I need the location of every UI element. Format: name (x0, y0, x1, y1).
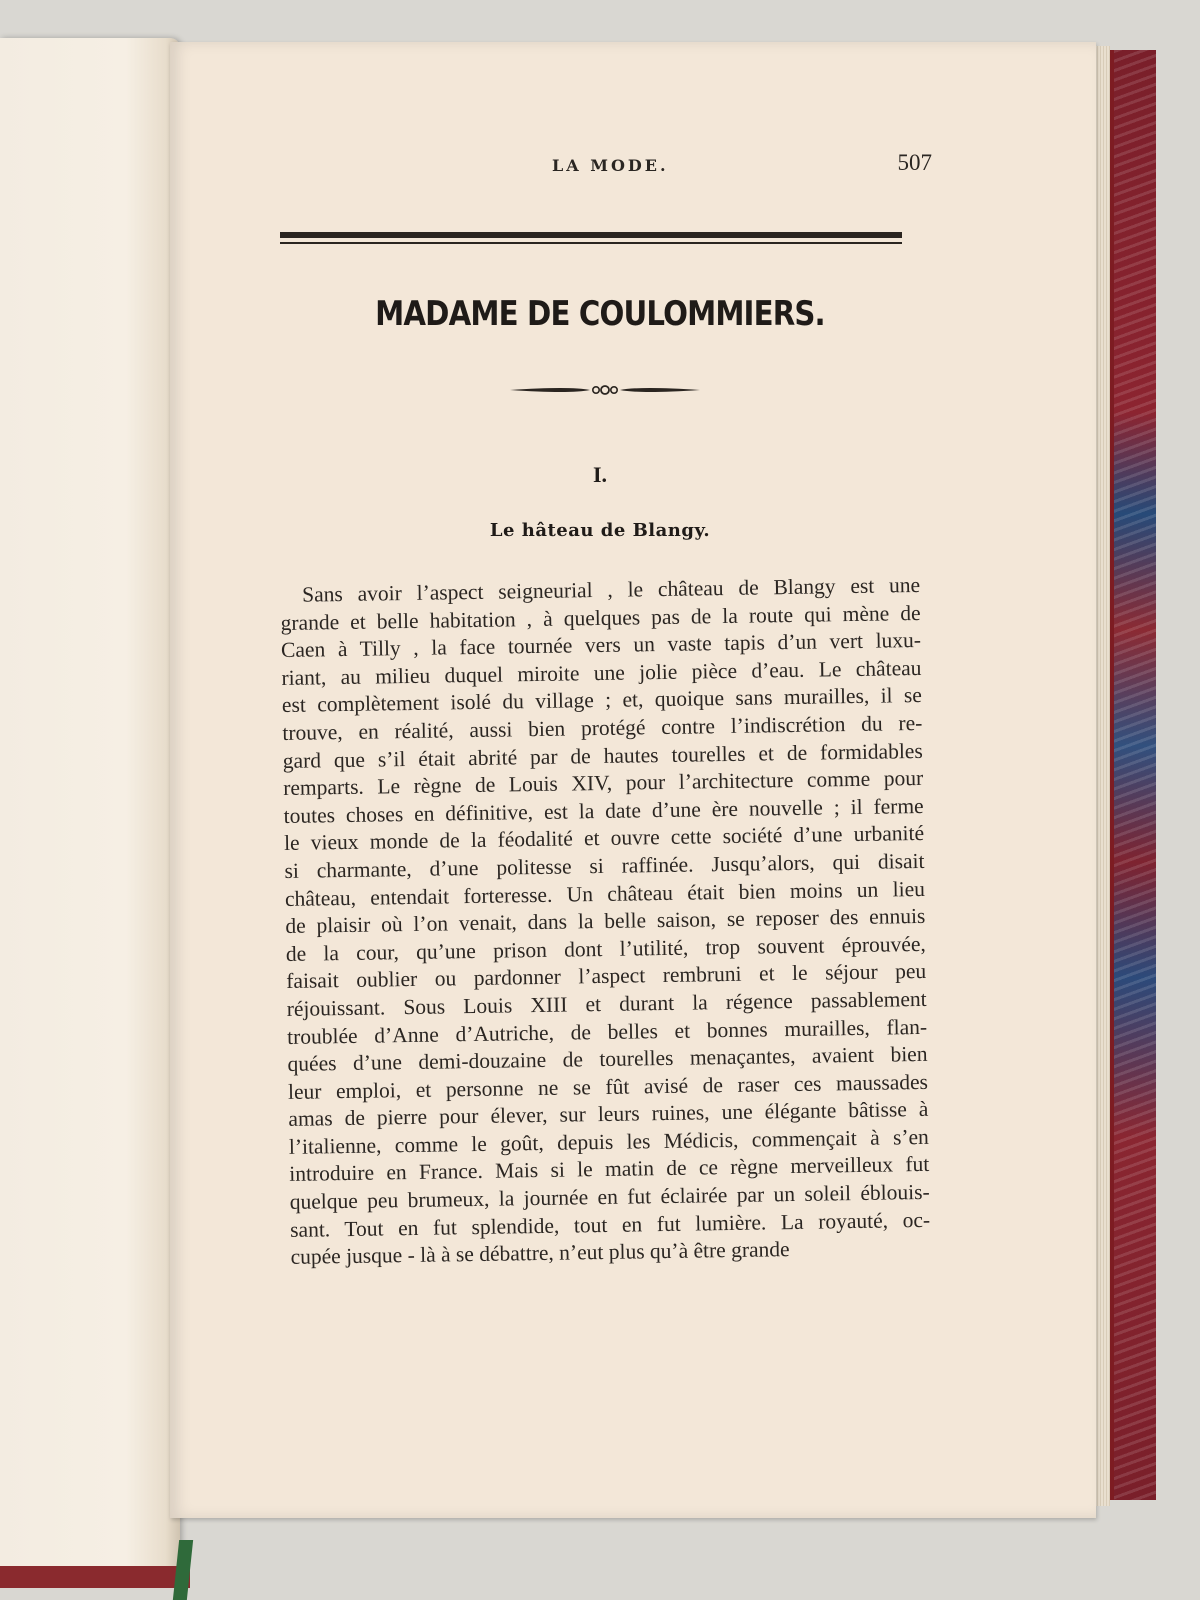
body-text (280, 572, 931, 1272)
journal-title: LA MODE. (552, 156, 669, 175)
text-line: riant, au milieu duquel miroite une jolie pièce d’eau. Le château (281, 655, 922, 690)
text-line: cupée jusque - là à se débattre, n’eut plus qu’à être grande (290, 1237, 790, 1270)
marbled-cover (1108, 50, 1156, 1500)
cover-edge-bottom (0, 1566, 190, 1588)
page-number: 507 (897, 150, 932, 175)
text-line: troublée d’Anne d’Autriche, de belles et bonnes murailles, flan- (286, 1014, 928, 1049)
text-line: Sans avoir l’aspect seigneurial , le château de Blangy est une (302, 572, 921, 607)
text-line: si charmante, d’une politesse si raffinée. Jusqu’alors, qui disait (284, 848, 925, 883)
text-line: quelque peu brumeux, la journée en fut éclairée par un soleil éblouis- (289, 1179, 930, 1214)
text-line: quées d’une demi-douzaine de tourelles menaçantes, avaient bien (287, 1041, 928, 1077)
article-title: MADAME DE COULOMMIERS. (375, 294, 825, 334)
text-line: toutes choses en définitive, est la date d’une ère nouvelle ; il ferme (283, 793, 924, 828)
chapter-title: Le hâteau de Blangy. (489, 520, 711, 541)
text-line: sant. Tout en fut splendide, tout en fut lumière. La royauté, oc- (289, 1207, 931, 1242)
header-rule-thin (280, 242, 902, 244)
text-line: grande et belle habitation , à quelques pas de la route qui mène de (280, 600, 921, 635)
text-line: l’italienne, comme le goût, depuis les Médicis, commençait à s’en (288, 1124, 929, 1159)
ornament-divider-icon (510, 380, 700, 400)
text-line: gard que s’il était abrité par de hautes tourelles et de formidables (282, 738, 923, 773)
facing-page-left (0, 38, 180, 1578)
text-line: remparts. Le règne de Louis XIV, pour l’architecture comme pour (283, 766, 924, 801)
text-line: de la cour, qu’une prison dont l’utilité, trop souvent éprouvée, (285, 931, 926, 966)
book-page (170, 42, 1096, 1518)
text-line: amas de pierre pour élever, sur leurs ruines, une élégante bâtisse à (288, 1097, 929, 1132)
text-line: est complètement isolé du village ; et, quoique sans murailles, il se (281, 683, 923, 718)
chapter-number: I. (592, 462, 608, 487)
text-line: le vieux monde de la féodalité et ouvre cette société d’une urbanité (283, 821, 925, 856)
text-line: introduire en France. Mais si le matin de ce règne merveilleux fut (289, 1152, 930, 1187)
text-line: château, entendait forteresse. Un château était bien moins un lieu (284, 876, 926, 911)
text-line: réjouissant. Sous Louis XIII et durant la régence passablement (286, 986, 927, 1021)
text-line: faisait oublier ou pardonner l’aspect rembruni et le séjour peu (286, 959, 927, 994)
text-line: trouve, en réalité, aussi bien protégé contre l’indiscrétion du re- (282, 710, 923, 745)
header-rule-thick (280, 232, 902, 238)
running-head (282, 150, 932, 184)
text-line: Caen à Tilly , la face tournée vers un vaste tapis d’un vert luxu- (280, 628, 922, 663)
text-line: de plaisir où l’on venait, dans la belle saison, se reposer des ennuis (285, 904, 926, 939)
text-line: leur emploi, et personne ne se fût avisé de raser ces maussades (287, 1069, 929, 1104)
